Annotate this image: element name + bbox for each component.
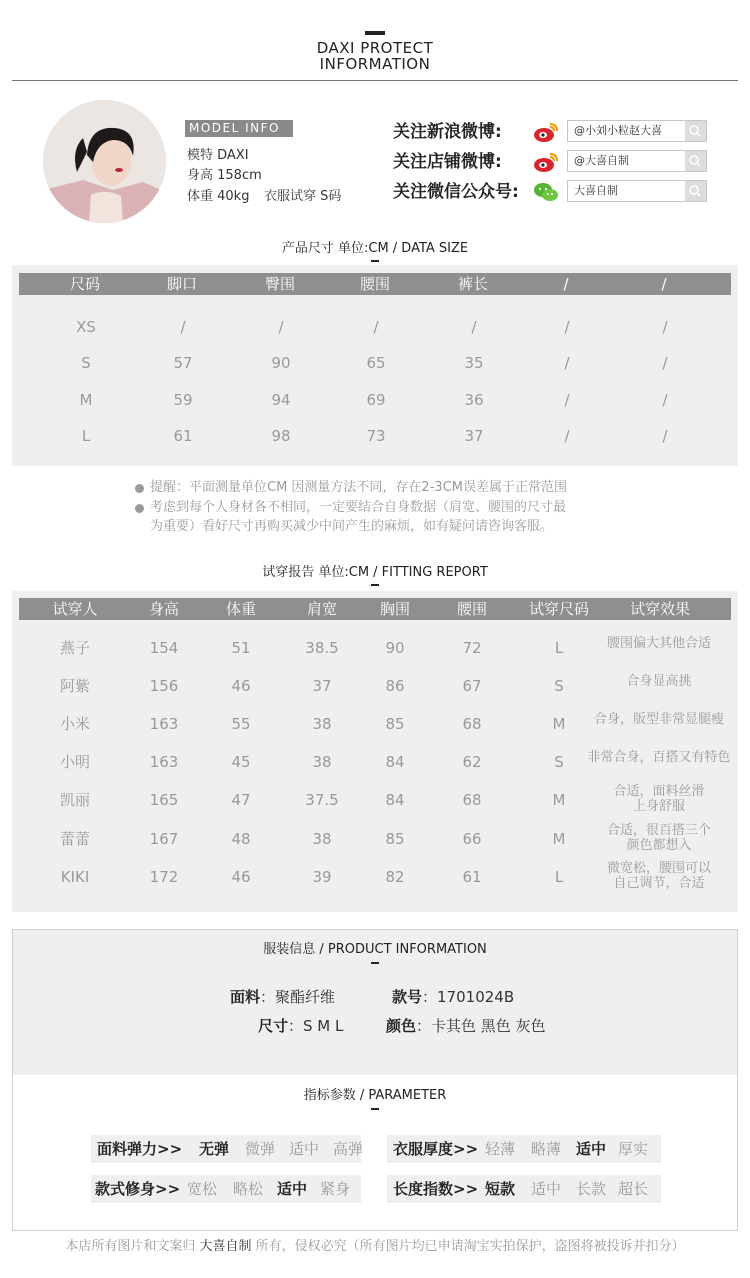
param-label: 衣服厚度>> <box>393 1140 479 1158</box>
fit-table-cell: 172 <box>149 868 179 886</box>
weibo-account: @小刘小粒赵大喜 <box>574 124 662 137</box>
fit-table-header <box>19 598 731 620</box>
fit-table-cell: 47 <box>231 791 251 809</box>
fit-table-cell: 阿紫 <box>59 677 90 695</box>
param-option: 微弹 <box>245 1140 276 1158</box>
size-info <box>258 1017 343 1035</box>
size-table-cell: 59 <box>173 391 193 409</box>
size-table-cell: / <box>662 318 668 336</box>
model-size: 衣服试穿 S码 <box>264 189 342 204</box>
fit-table-cell: M <box>552 715 566 733</box>
fit-table-cell: 84 <box>385 791 405 809</box>
size-header-cell: 腰围 <box>359 275 390 293</box>
footer-post: 所有，侵权必究（所有图片均已申请淘宝实拍保护，盗图将被投诉并扣分） <box>255 1239 685 1254</box>
fit-table-cell: 163 <box>149 753 179 771</box>
color-value: ：卡其色 黑色 灰色 <box>416 1017 546 1035</box>
follow-wechat-label: 关注微信公众号: <box>393 182 519 202</box>
param-fit <box>91 1175 361 1203</box>
param-option: 适中 <box>289 1140 320 1158</box>
fit-header-cell: 肩宽 <box>306 600 337 618</box>
fit-table-cell: 85 <box>385 715 405 733</box>
size-header-cell: 尺码 <box>69 275 100 293</box>
fit-effect: 合适，面料丝滑 <box>613 784 705 799</box>
fit-table-cell: 163 <box>149 715 179 733</box>
fit-table-cell: 68 <box>462 715 482 733</box>
fit-header-cell: 胸围 <box>379 600 410 618</box>
style-info <box>392 988 514 1006</box>
header-divider <box>12 80 738 81</box>
size-value: ：S M L <box>288 1017 344 1035</box>
param-option: 无弹 <box>199 1140 230 1158</box>
size-header-cell: 裤长 <box>457 275 488 293</box>
fit-table-cell: 85 <box>385 830 405 848</box>
param-option: 略薄 <box>531 1140 562 1158</box>
param-option: 紧身 <box>320 1180 351 1198</box>
size-table-cell: M <box>79 391 93 409</box>
fit-table-cell: 48 <box>231 830 251 848</box>
fit-table-cell: 61 <box>462 868 482 886</box>
size-table-cell: 65 <box>366 354 386 372</box>
size-table <box>12 265 738 466</box>
param-option: 厚实 <box>618 1140 649 1158</box>
param-elasticity <box>91 1135 364 1163</box>
fit-effect: 非常合身，百搭又有特色 <box>587 750 731 765</box>
weibo-icon <box>533 121 559 143</box>
fit-table-cell: 46 <box>231 868 251 886</box>
parameter-title-dash <box>371 1108 379 1110</box>
size-label: 尺寸 <box>258 1017 289 1035</box>
fabric-info <box>230 988 335 1006</box>
size-table-cell: 35 <box>464 354 484 372</box>
size-table-cell: 98 <box>271 427 291 445</box>
param-option: 超长 <box>618 1180 649 1198</box>
search-icon[interactable] <box>685 121 706 141</box>
fit-table-cell: 165 <box>149 791 179 809</box>
size-table-title: 产品尺寸 单位:CM / DATA SIZE <box>281 241 469 256</box>
weibo-icon <box>533 151 559 173</box>
size-table-cell: / <box>180 318 186 336</box>
fit-header-cell: 体重 <box>225 600 256 618</box>
fit-table-cell: 86 <box>385 677 405 695</box>
size-table-cell: / <box>662 354 668 372</box>
fit-table-cell: 67 <box>462 677 482 695</box>
size-header-cell: 臀围 <box>264 275 295 293</box>
follow-weibo-label: 关注新浪微博: <box>393 122 502 142</box>
header-title-line1: DAXI PROTECT <box>316 39 434 57</box>
param-option: 高弹 <box>333 1140 364 1158</box>
size-header-cell: 脚口 <box>166 275 197 293</box>
fit-header-cell: 试穿效果 <box>629 600 690 618</box>
param-label: 款式修身>> <box>95 1180 181 1198</box>
fit-effect: 合身，版型非常显腿瘦 <box>593 712 724 727</box>
fit-table-cell: 84 <box>385 753 405 771</box>
size-table-cell: / <box>662 427 668 445</box>
color-label: 颜色 <box>386 1017 417 1035</box>
fit-table-cell: 55 <box>231 715 251 733</box>
fit-table-cell: 62 <box>462 753 482 771</box>
size-title-dash <box>371 260 379 262</box>
fit-table-cell: S <box>554 753 564 771</box>
param-label: 面料弹力>> <box>97 1140 183 1158</box>
size-table-cell: 57 <box>173 354 193 372</box>
size-table-cell: XS <box>76 318 96 336</box>
size-table-cell: 61 <box>173 427 193 445</box>
product-info-box <box>12 929 738 1231</box>
fit-effect: 上身舒服 <box>632 799 685 814</box>
fit-table-cell: 46 <box>231 677 251 695</box>
size-table-cell: 94 <box>271 391 291 409</box>
shop-weibo-search-box[interactable] <box>567 150 707 172</box>
fabric-label: 面料 <box>230 988 261 1006</box>
size-table-cell: / <box>564 318 570 336</box>
size-table-cell: S <box>81 354 91 372</box>
size-table-cell: / <box>471 318 477 336</box>
note-bullet <box>135 484 144 493</box>
model-info-section <box>0 95 750 230</box>
param-length <box>387 1175 661 1203</box>
size-table-cell: / <box>278 318 284 336</box>
fit-effect: 腰围偏大其他合适 <box>606 636 711 651</box>
follow-shop-weibo-label: 关注店铺微博: <box>393 152 502 172</box>
fit-table-cell: 51 <box>231 639 251 657</box>
fit-table-cell: L <box>554 868 564 886</box>
search-icon[interactable] <box>685 181 706 201</box>
style-label: 款号 <box>392 988 423 1006</box>
fit-effect: 颜色都想入 <box>626 838 692 853</box>
size-table-cell: L <box>81 427 91 445</box>
fit-table-cell: S <box>554 677 564 695</box>
param-option: 长款 <box>576 1180 607 1198</box>
param-thickness <box>387 1135 661 1163</box>
fit-table-title: 试穿报告 单位:CM / FITTING REPORT <box>262 565 488 580</box>
param-option: 适中 <box>277 1180 308 1198</box>
fit-header-cell: 试穿人 <box>52 600 98 618</box>
fit-effect: 合适，很百搭三个 <box>606 823 711 838</box>
fit-title-dash <box>371 584 379 586</box>
wechat-icon <box>533 181 559 203</box>
fit-header-cell: 腰围 <box>456 600 487 618</box>
wechat-account: 大喜自制 <box>574 184 618 197</box>
search-icon[interactable] <box>685 151 706 171</box>
fit-table-cell: 小米 <box>59 715 90 733</box>
note-bullet <box>135 504 144 513</box>
param-option: 略松 <box>233 1180 264 1198</box>
fitting-table <box>12 591 738 912</box>
fit-table-cell: 37 <box>312 677 332 695</box>
note-2-line2: 为重要）看好尺寸再购买减少中间产生的麻烦，如有疑问请咨询客服。 <box>150 519 554 534</box>
model-name: 模特 DAXI <box>187 148 249 163</box>
fit-table-cell: 154 <box>149 639 179 657</box>
fit-effect: 自己调节，合适 <box>613 876 705 891</box>
size-table-header <box>19 273 731 295</box>
fit-table-cell: 38.5 <box>305 639 339 657</box>
size-header-cell: / <box>661 275 667 293</box>
fit-table-cell: 38 <box>312 715 332 733</box>
header-accent-bar <box>365 31 385 35</box>
fit-table-cell: 45 <box>231 753 251 771</box>
fit-table-cell: 72 <box>462 639 482 657</box>
fit-table-cell: 66 <box>462 830 482 848</box>
fit-table-cell: 156 <box>149 677 179 695</box>
note-1: 提醒：平面测量单位CM 因测量方法不同，存在2-3CM误差属于正常范围 <box>150 480 567 495</box>
size-table-cell: 90 <box>271 354 291 372</box>
param-option: 轻薄 <box>485 1140 516 1158</box>
fit-table-cell: 蕾蕾 <box>59 830 90 848</box>
fit-table-cell: 37.5 <box>305 791 339 809</box>
page-header <box>0 0 750 90</box>
model-height: 身高 158cm <box>187 168 262 183</box>
model-avatar <box>43 100 166 223</box>
fit-table-cell: 38 <box>312 753 332 771</box>
fit-table-cell: 39 <box>312 868 332 886</box>
fabric-value: ：聚酯纤维 <box>260 988 336 1006</box>
style-value: ：1701024B <box>422 988 515 1006</box>
fit-table-cell: 38 <box>312 830 332 848</box>
fit-table-cell: 凯丽 <box>59 791 90 809</box>
fit-table-cell: 小明 <box>59 753 90 771</box>
param-option: 适中 <box>531 1180 562 1198</box>
fit-effect: 合身显高挑 <box>626 674 692 689</box>
size-table-cell: 73 <box>366 427 386 445</box>
size-table-cell: / <box>564 391 570 409</box>
size-table-cell: / <box>373 318 379 336</box>
param-option: 宽松 <box>187 1180 218 1198</box>
footer-brand: 大喜自制 <box>199 1239 252 1254</box>
fit-table-cell: 167 <box>149 830 179 848</box>
param-label: 长度指数>> <box>393 1180 479 1198</box>
fit-table-cell: M <box>552 830 566 848</box>
fit-table-cell: M <box>552 791 566 809</box>
parameter-title: 指标参数 / PARAMETER <box>303 1088 447 1103</box>
footer-pre: 本店所有图片和文案归 <box>65 1239 196 1254</box>
fit-header-cell: 试穿尺码 <box>528 600 589 618</box>
copyright-footer <box>0 1238 750 1256</box>
color-info <box>386 1017 546 1035</box>
wechat-search-box[interactable] <box>567 180 707 202</box>
size-table-cell: / <box>662 391 668 409</box>
size-table-cell: 69 <box>366 391 386 409</box>
size-table-cell: 36 <box>464 391 484 409</box>
size-table-cell: / <box>564 427 570 445</box>
weibo-search-box[interactable] <box>567 120 707 142</box>
fit-table-cell: 90 <box>385 639 405 657</box>
size-table-cell: 37 <box>464 427 484 445</box>
product-title-dash <box>371 962 379 964</box>
param-option: 短款 <box>485 1180 516 1198</box>
fit-table-cell: 燕子 <box>59 639 90 657</box>
shop-weibo-account: @大喜自制 <box>574 154 629 167</box>
fit-table-cell: 82 <box>385 868 405 886</box>
note-2-line1: 考虑到每个人身材各不相同，一定要结合自身数据（肩宽、腰围的尺寸最 <box>150 500 567 515</box>
header-title-line2: INFORMATION <box>319 55 431 73</box>
model-info-tag: MODEL INFO <box>185 120 293 137</box>
fit-table-cell: KIKI <box>60 868 90 886</box>
size-table-cell: / <box>564 354 570 372</box>
param-option: 适中 <box>576 1140 607 1158</box>
model-weight: 体重 40kg <box>187 189 250 204</box>
fit-table-cell: L <box>554 639 564 657</box>
fit-header-cell: 身高 <box>148 600 179 618</box>
size-header-cell: / <box>563 275 569 293</box>
fit-table-cell: 68 <box>462 791 482 809</box>
fit-effect: 微宽松，腰围可以 <box>606 861 711 876</box>
product-info-title: 服装信息 / PRODUCT INFORMATION <box>263 942 487 957</box>
